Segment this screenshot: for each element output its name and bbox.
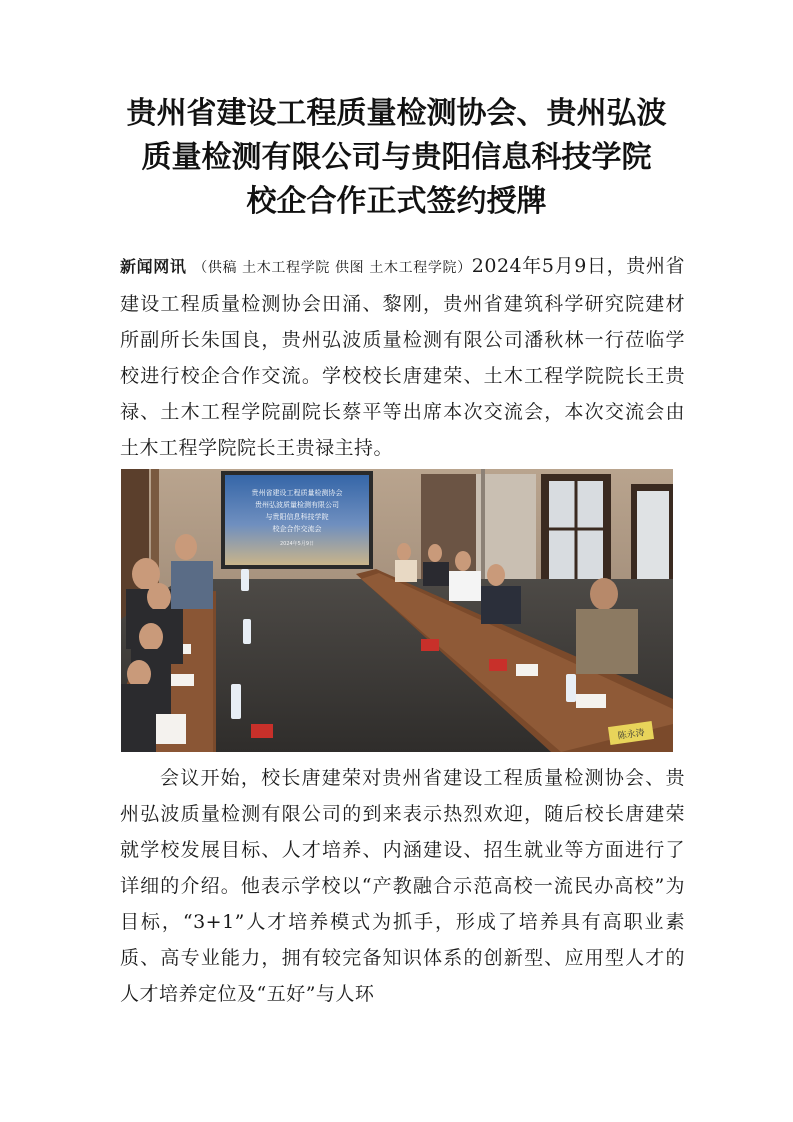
screen-line-3: 与贵阳信息科技学院 — [265, 513, 329, 521]
news-source: （供稿 土木工程学院 供图 土木工程学院） — [193, 260, 472, 276]
title-line-3: 校企合作正式签约授牌 — [246, 184, 547, 219]
screen-date: 2024年5月9日 — [279, 541, 315, 547]
news-lead: 新闻网讯 — [120, 257, 187, 276]
meeting-photo-illustration — [121, 469, 673, 752]
title-line-2: 质量检测有限公司与贵阳信息科技学院 — [141, 140, 652, 175]
paragraph-1-text: 2024年5月9日，贵州省建设工程质量检测协会田涌、黎刚，贵州省建筑科学研究院建材所副所长朱国良，贵州弘波质量检测有限公司潘秋林一行莅临学校进行校企合作交流。学校校长唐建荣、土木工程学院院长王贵禄、土木工程学院副院长蔡平等出席本次交流会，本次交流会由土木工程学院院长王贵禄主持。 — [120, 255, 685, 459]
title-line-1: 贵州省建设工程质量检测协会、贵州弘波 — [126, 96, 667, 131]
paragraph-2: 会议开始，校长唐建荣对贵州省建设工程质量检测协会、贵州弘波质量检测有限公司的到来表示热烈欢迎，随后校长唐建荣就学校发展目标、人才培养、内涵建设、招生就业等方面进行了详细的介绍。他表示学校以“产教融合示范高校一流民办高校”为目标，“3+1”人才培养模式为抓手，形成了培养具有高职业素质、高专业能力，拥有较完备知识体系的创新型、应用型人才的人才培养定位及“五好”与人环 — [120, 767, 685, 1005]
meeting-photo — [121, 469, 673, 752]
screen-line-4: 校企合作交流会 — [272, 525, 322, 533]
photo-name-card: 陈永涛 — [617, 728, 646, 742]
screen-line-1: 贵州省建设工程质量检测协会 — [251, 489, 343, 497]
screen-line-2: 贵州弘波质量检测有限公司 — [255, 501, 339, 509]
paragraph-1 — [120, 248, 685, 466]
article-title — [0, 92, 793, 224]
